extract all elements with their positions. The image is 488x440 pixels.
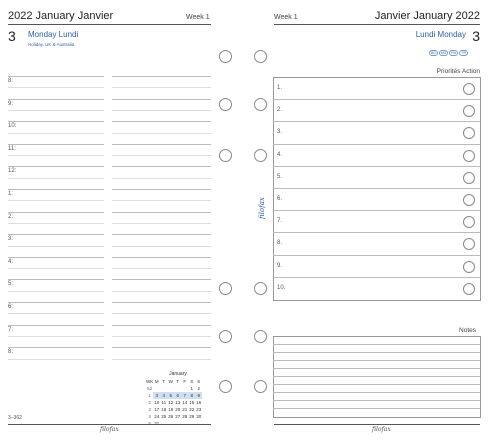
calendar-header-cell: M	[154, 379, 159, 384]
hour-line[interactable]	[112, 325, 211, 326]
calendar-header-cell: W	[168, 379, 173, 384]
half-hour-line[interactable]	[8, 223, 104, 224]
half-hour-line[interactable]	[112, 155, 211, 156]
notes-line[interactable]	[273, 384, 480, 385]
left-day-name: Monday Lundi	[28, 30, 79, 39]
hour-line[interactable]	[112, 212, 211, 213]
priority-number: 5.	[277, 173, 283, 180]
priority-divider	[273, 277, 480, 278]
notes-line[interactable]	[273, 344, 480, 345]
calendar-day-cell: 14	[182, 400, 188, 405]
half-hour-line[interactable]	[8, 133, 104, 134]
half-hour-line[interactable]	[112, 133, 211, 134]
calendar-day-cell: 15	[189, 400, 195, 405]
calendar-week-cell: 2	[148, 400, 151, 405]
calendar-day-cell	[153, 385, 160, 392]
priority-number: 7.	[277, 218, 283, 225]
holiday-badge: TR	[461, 51, 466, 55]
holiday-note: Holiday, UK & Australia	[28, 42, 75, 47]
ring-hole-left-1	[219, 50, 232, 63]
calendar-day-cell: 18	[161, 407, 167, 412]
priority-number: 9.	[277, 262, 283, 269]
half-hour-line[interactable]	[112, 336, 211, 337]
ring-hole-right-1	[254, 50, 267, 63]
mini-calendar-title: January	[169, 371, 187, 377]
calendar-day-cell: 25	[161, 414, 167, 419]
priority-number: 3.	[277, 129, 283, 136]
right-header-title: Janvier January 2022	[374, 10, 480, 22]
hour-label: 6:	[8, 304, 14, 310]
half-hour-line[interactable]	[112, 200, 211, 201]
priority-number: 8.	[277, 240, 283, 247]
half-hour-line[interactable]	[112, 223, 211, 224]
calendar-day-cell: 16	[196, 400, 202, 405]
half-hour-line[interactable]	[8, 313, 104, 314]
calendar-header-cell: T	[176, 379, 180, 384]
calendar-day-cell: 1	[190, 386, 193, 391]
calendar-day-cell: 4	[160, 392, 167, 399]
ring-hole-left-6	[219, 380, 232, 393]
calendar-week-cell: 1	[148, 393, 151, 398]
left-footer-rule	[8, 424, 211, 425]
hour-line[interactable]	[8, 212, 104, 213]
calendar-day-cell: 17	[154, 407, 160, 412]
priority-divider	[273, 255, 480, 256]
hour-line[interactable]	[8, 144, 104, 145]
calendar-day-cell: 31	[154, 421, 160, 426]
ring-hole-left-4	[219, 282, 232, 295]
half-hour-line[interactable]	[112, 291, 211, 292]
holiday-badges	[428, 41, 468, 59]
half-hour-line[interactable]	[112, 246, 211, 247]
right-day-name: Lundi Monday	[415, 30, 466, 39]
hour-line[interactable]	[8, 99, 104, 100]
notes-line[interactable]	[273, 392, 480, 393]
half-hour-line[interactable]	[8, 87, 104, 88]
hour-label: 3:	[8, 236, 14, 243]
priority-divider	[273, 232, 480, 233]
priority-checkbox-circle[interactable]	[463, 194, 475, 206]
hour-line[interactable]	[8, 189, 104, 190]
notes-line[interactable]	[273, 360, 480, 361]
priority-divider	[273, 166, 480, 167]
hour-label: 11:	[8, 145, 16, 152]
hour-line[interactable]	[112, 76, 211, 77]
calendar-day-cell: 7	[181, 392, 188, 399]
calendar-day-cell	[160, 385, 167, 392]
calendar-day-cell: 22	[189, 407, 195, 412]
ring-hole-right-3	[254, 149, 267, 162]
ring-hole-right-2	[254, 98, 267, 111]
notes-line[interactable]	[273, 368, 480, 369]
calendar-day-cell: 11	[161, 400, 167, 405]
left-brand-logo: filofax	[100, 426, 119, 433]
calendar-day-cell: 26	[168, 414, 174, 419]
hour-line[interactable]	[8, 166, 104, 167]
holiday-badge: BG	[430, 51, 437, 55]
calendar-day-cell: 21	[182, 407, 188, 412]
page-code: 3–362	[8, 415, 22, 421]
hour-line[interactable]	[112, 257, 211, 258]
half-hour-line[interactable]	[112, 313, 211, 314]
hour-line[interactable]	[112, 302, 211, 303]
hour-line[interactable]	[112, 189, 211, 190]
calendar-day-cell: 28	[182, 414, 188, 419]
half-hour-line[interactable]	[112, 359, 211, 360]
ring-hole-right-6	[254, 380, 267, 393]
half-hour-line[interactable]	[8, 200, 104, 201]
calendar-day-cell	[181, 385, 188, 392]
calendar-day-cell: 5	[167, 392, 174, 399]
priority-divider	[273, 210, 480, 211]
hour-line[interactable]	[8, 76, 104, 77]
hour-label: 7:	[8, 326, 14, 333]
notes-line[interactable]	[273, 352, 480, 353]
left-week-label: Week 1	[186, 14, 210, 21]
right-footer-rule	[274, 424, 480, 425]
priorities-box	[273, 77, 481, 301]
notes-line[interactable]	[273, 408, 480, 409]
calendar-day-cell: 13	[175, 400, 181, 405]
priority-checkbox-circle[interactable]	[463, 261, 475, 273]
priority-number: 10.	[277, 284, 286, 291]
hour-line[interactable]	[8, 302, 104, 303]
calendar-day-cell	[174, 385, 181, 392]
hour-line[interactable]	[8, 257, 104, 258]
hour-line[interactable]	[112, 144, 211, 145]
right-header-rule	[274, 24, 480, 25]
calendar-day-cell: 3	[153, 392, 160, 399]
half-hour-line[interactable]	[112, 268, 211, 269]
left-day-number: 3	[8, 28, 16, 44]
hour-line[interactable]	[112, 166, 211, 167]
calendar-day-cell: 24	[154, 414, 160, 419]
priority-number: 4.	[277, 151, 283, 158]
calendar-day-cell: 30	[196, 414, 202, 419]
hour-label: 12:	[8, 168, 17, 175]
priority-number: 1.	[277, 85, 283, 91]
hour-line[interactable]	[8, 234, 104, 235]
half-hour-line[interactable]	[112, 178, 211, 179]
priority-number: 2.	[277, 107, 283, 114]
calendar-day-cell: 23	[196, 407, 202, 412]
hour-line[interactable]	[112, 347, 211, 348]
half-hour-line[interactable]	[8, 178, 104, 179]
hour-line[interactable]	[8, 325, 104, 326]
calendar-header-cell: S	[190, 379, 194, 384]
calendar-day-cell: 12	[168, 400, 174, 405]
priority-divider	[273, 188, 480, 189]
ring-hole-left-5	[219, 330, 232, 343]
half-hour-line[interactable]	[8, 291, 104, 292]
half-hour-line[interactable]	[112, 110, 211, 111]
hour-label: 8:	[8, 78, 14, 84]
priority-checkbox-circle[interactable]	[463, 83, 475, 95]
half-hour-line[interactable]	[8, 268, 104, 269]
priorities-title: Priorités Action	[436, 68, 480, 75]
priority-divider	[273, 99, 480, 100]
calendar-day-cell: 2	[197, 386, 200, 391]
ring-hole-right-4	[254, 282, 267, 295]
hour-label: 5:	[8, 281, 14, 288]
calendar-week-cell: 3	[148, 407, 151, 412]
holiday-badge: RU	[451, 51, 457, 55]
left-header-title: 2022 January Janvier	[8, 10, 114, 22]
calendar-header-cell: F	[183, 379, 187, 384]
hour-line[interactable]	[8, 121, 104, 122]
priority-checkbox-circle[interactable]	[463, 172, 475, 184]
calendar-day-cell: 9	[195, 392, 202, 399]
hour-line[interactable]	[8, 347, 104, 348]
holiday-badge: NG	[441, 51, 447, 55]
hour-label: 4:	[8, 258, 14, 265]
priority-checkbox-circle[interactable]	[463, 150, 475, 162]
hour-line[interactable]	[8, 279, 104, 280]
half-hour-line[interactable]	[8, 246, 104, 247]
half-hour-line[interactable]	[8, 155, 104, 156]
calendar-week-cell: 4	[148, 414, 151, 419]
calendar-header-cell: WK	[146, 379, 154, 384]
calendar-day-cell	[167, 385, 174, 392]
half-hour-line[interactable]	[8, 359, 104, 360]
hour-line[interactable]	[112, 234, 211, 235]
right-day-number: 3	[472, 28, 480, 44]
calendar-header-cell: T	[162, 379, 166, 384]
hour-label: 8:	[8, 349, 14, 356]
notes-box	[273, 336, 481, 418]
priority-checkbox-circle[interactable]	[463, 283, 475, 295]
mini-calendar	[146, 378, 202, 427]
calendar-week-cell: 5	[148, 421, 151, 426]
calendar-week-cell: 52	[147, 386, 153, 391]
notes-line[interactable]	[273, 400, 480, 401]
calendar-day-cell: 29	[189, 414, 195, 419]
right-brand-logo: filofax	[372, 426, 391, 433]
hour-label: 9:	[8, 100, 14, 107]
hour-line[interactable]	[112, 121, 211, 122]
calendar-day-cell: 19	[168, 407, 174, 412]
ring-hole-left-2	[219, 98, 232, 111]
priority-divider	[273, 144, 480, 145]
spine-brand-logo: filofax	[258, 197, 266, 219]
calendar-header-cell: S	[197, 379, 201, 384]
hour-line[interactable]	[112, 99, 211, 100]
half-hour-line[interactable]	[112, 87, 211, 88]
notes-title: Notes	[459, 327, 476, 334]
hour-line[interactable]	[112, 279, 211, 280]
calendar-day-cell: 8	[188, 392, 195, 399]
hour-label: 1:	[8, 191, 14, 197]
hour-label: 10:	[8, 123, 17, 130]
left-header-rule	[8, 24, 211, 25]
priority-divider	[273, 121, 480, 122]
ring-hole-left-3	[219, 149, 232, 162]
priority-number: 6.	[277, 196, 283, 202]
calendar-day-cell: 20	[175, 407, 181, 412]
notes-line[interactable]	[273, 376, 480, 377]
hour-label: 2:	[8, 213, 14, 220]
ring-hole-right-5	[254, 330, 267, 343]
calendar-day-cell: 10	[154, 400, 160, 405]
right-week-label: Week 1	[274, 14, 298, 21]
half-hour-line[interactable]	[8, 336, 104, 337]
calendar-day-cell: 27	[175, 414, 181, 419]
half-hour-line[interactable]	[8, 110, 104, 111]
calendar-day-cell: 6	[174, 392, 181, 399]
